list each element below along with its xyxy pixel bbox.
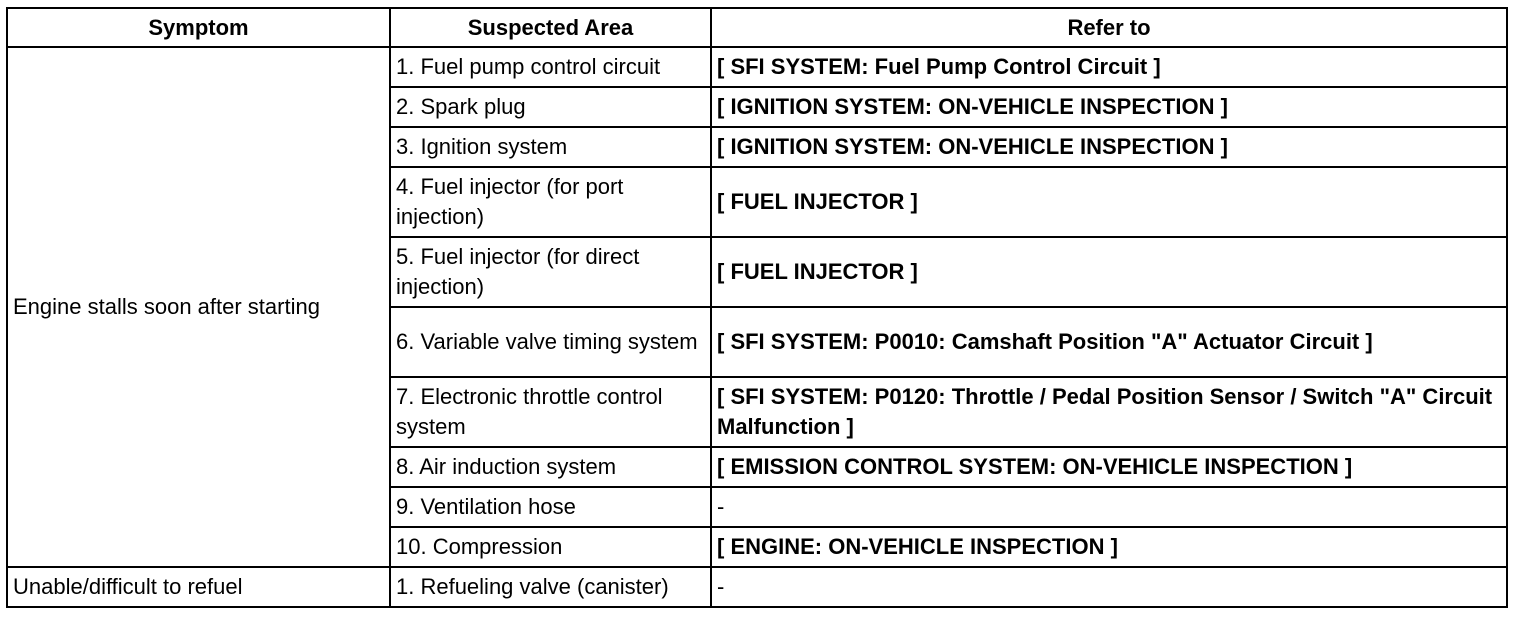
header-refer-to: Refer to	[711, 8, 1507, 47]
table-row	[7, 47, 1507, 87]
table-row	[7, 567, 1507, 607]
refer-to-link[interactable]: [ FUEL INJECTOR ]	[711, 237, 1507, 307]
header-symptom: Symptom	[7, 8, 390, 47]
header-row	[7, 8, 1507, 47]
refer-to-link[interactable]: [ FUEL INJECTOR ]	[711, 167, 1507, 237]
refer-to-link[interactable]: [ ENGINE: ON-VEHICLE INSPECTION ]	[711, 527, 1507, 567]
suspected-area-cell: 3. Ignition system	[390, 127, 711, 167]
suspected-area-cell: 4. Fuel injector (for port injection)	[390, 167, 711, 237]
suspected-area-cell: 1. Refueling valve (canister)	[390, 567, 711, 607]
suspected-area-cell: 2. Spark plug	[390, 87, 711, 127]
refer-to-link[interactable]: [ SFI SYSTEM: Fuel Pump Control Circuit ]	[711, 47, 1507, 87]
symptom-cell: Unable/difficult to refuel	[7, 567, 390, 607]
refer-to-link[interactable]: [ IGNITION SYSTEM: ON-VEHICLE INSPECTION ]	[711, 127, 1507, 167]
suspected-area-cell: 8. Air induction system	[390, 447, 711, 487]
refer-to-cell: -	[711, 487, 1507, 527]
suspected-area-cell: 5. Fuel injector (for direct injection)	[390, 237, 711, 307]
suspected-area-cell: 1. Fuel pump control circuit	[390, 47, 711, 87]
suspected-area-cell: 9. Ventilation hose	[390, 487, 711, 527]
symptom-cell: Engine stalls soon after starting	[7, 47, 390, 567]
refer-to-link[interactable]: [ EMISSION CONTROL SYSTEM: ON-VEHICLE INSPECTION ]	[711, 447, 1507, 487]
refer-to-link[interactable]: [ SFI SYSTEM: P0120: Throttle / Pedal Position Sensor / Switch "A" Circuit Malfunction ]	[711, 377, 1507, 447]
refer-to-cell: -	[711, 567, 1507, 607]
suspected-area-cell: 6. Variable valve timing system	[390, 307, 711, 377]
suspected-area-cell: 7. Electronic throttle control system	[390, 377, 711, 447]
header-suspected-area: Suspected Area	[390, 8, 711, 47]
refer-to-link[interactable]: [ IGNITION SYSTEM: ON-VEHICLE INSPECTION ]	[711, 87, 1507, 127]
diagnosis-table	[6, 7, 1508, 608]
refer-to-link[interactable]: [ SFI SYSTEM: P0010: Camshaft Position "A" Actuator Circuit ]	[711, 307, 1507, 377]
suspected-area-cell: 10. Compression	[390, 527, 711, 567]
